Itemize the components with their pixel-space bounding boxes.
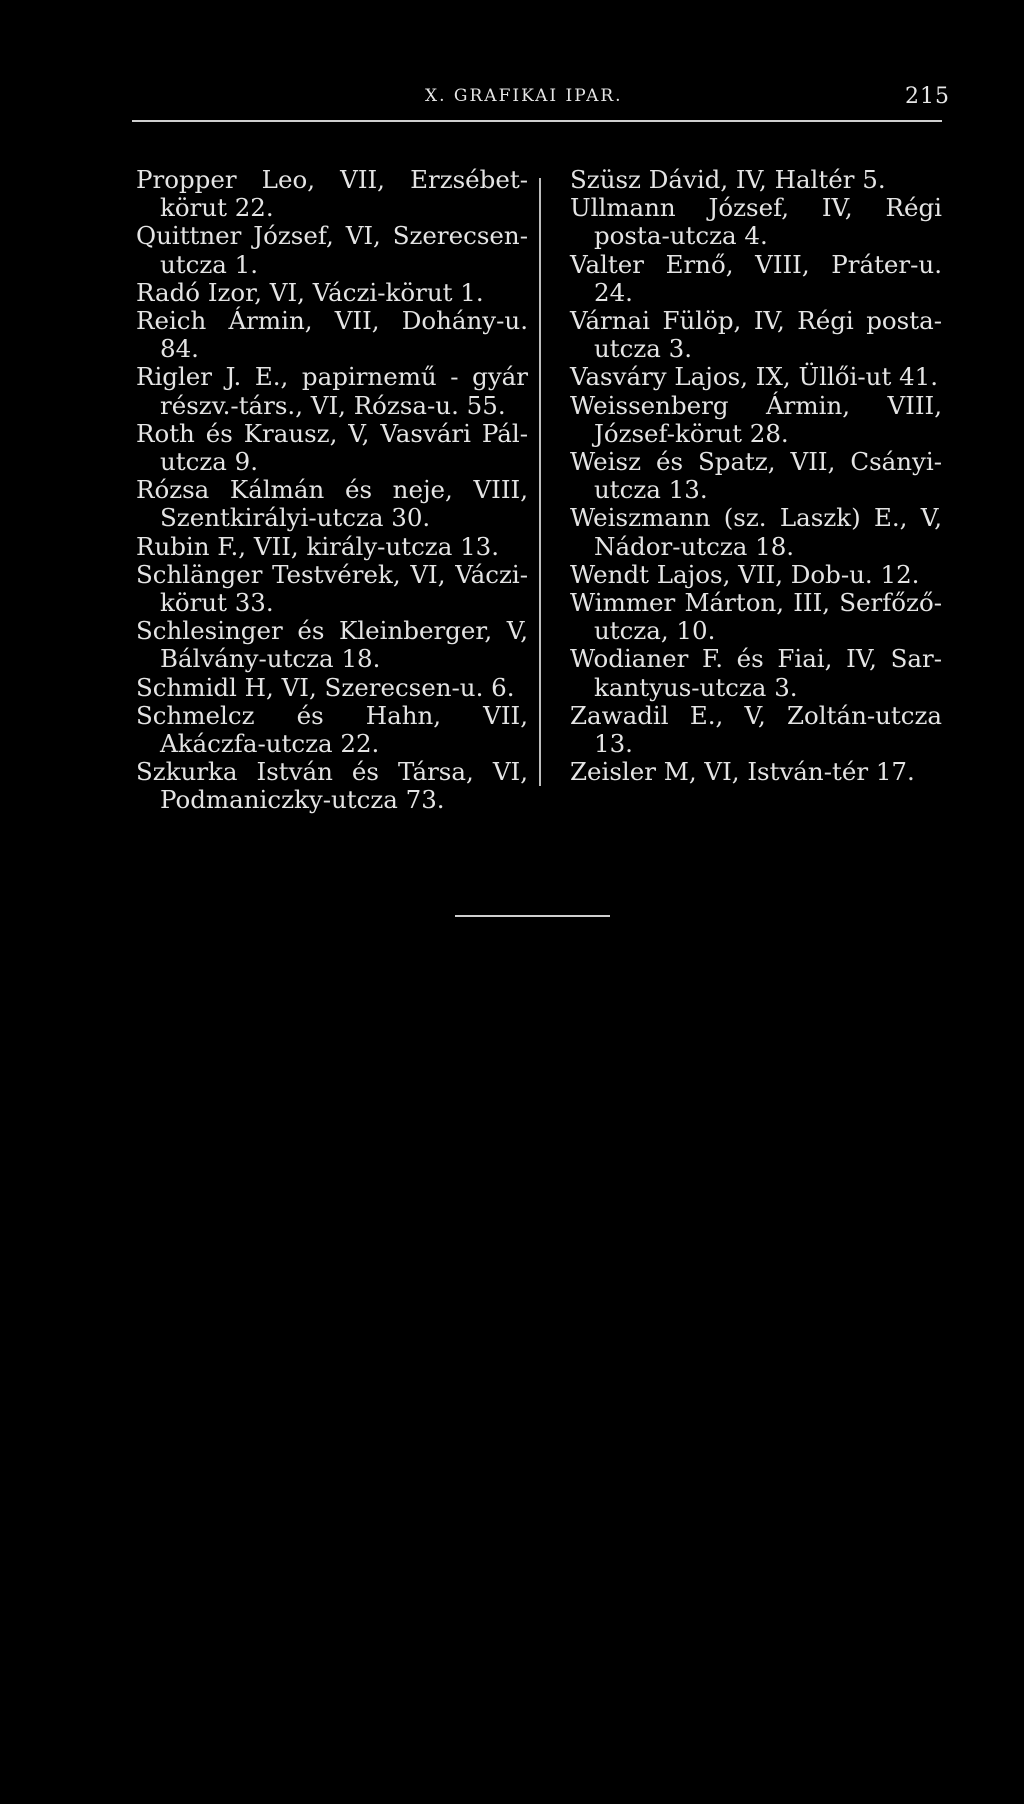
section-title: X. GRAFIKAI IPAR.: [425, 86, 623, 106]
directory-entry: Rózsa Kálmán és neje, VIII, Szentkirályi-utcza 30.: [136, 475, 528, 533]
page-number: 215: [905, 84, 950, 109]
directory-entry: Quittner József, VI, Szerecsen-utcza 1.: [136, 221, 528, 279]
directory-entry: Wodianer F. és Fiai, IV, Sar-kantyus-utcza 3.: [570, 644, 942, 702]
header-rule: [132, 120, 942, 122]
directory-entry: Schlänger Testvérek, VI, Váczi-körut 33.: [136, 559, 528, 618]
directory-entry: Schmelcz és Hahn, VII, Akáczfa-utcza 22.: [136, 700, 528, 759]
directory-entry: Ullmann József, IV, Régi posta-utcza 4.: [570, 193, 942, 251]
directory-entry: Szüsz Dávid, IV, Haltér 5.: [570, 165, 886, 194]
directory-entry: Várnai Fülöp, IV, Régi posta-utcza 3.: [570, 306, 942, 364]
directory-entry: Weisz és Spatz, VII, Csányi-utcza 13.: [570, 447, 942, 505]
directory-entry: Wimmer Márton, III, Serfőző-utcza, 10.: [570, 588, 942, 646]
end-rule: [455, 915, 610, 917]
right-column: [570, 166, 942, 786]
directory-entry: Reich Ármin, VII, Dohány-u. 84.: [136, 306, 528, 364]
left-column: [136, 166, 528, 815]
directory-entry: Valter Ernő, VIII, Práter-u. 24.: [570, 249, 942, 307]
directory-entry: Schlesinger és Kleinberger, V, Bálvány-utcza 18.: [136, 616, 528, 674]
directory-entry: Rubin F., VII, király-utcza 13.: [136, 531, 500, 561]
directory-entry: Roth és Krausz, V, Vasvári Pál-utcza 9.: [136, 418, 528, 477]
directory-entry: Szkurka István és Társa, VI, Podmaniczky-utcza 73.: [136, 757, 528, 815]
directory-entry: Propper Leo, VII, Erzsébet-körut 22.: [136, 165, 528, 223]
directory-entry: Rigler J. E., papirnemű - gyár részv.-társ., VI, Rózsa-u. 55.: [136, 362, 528, 420]
directory-entry: Weiszmann (sz. Laszk) E., V, Nádor-utcza 18.: [570, 503, 942, 561]
directory-entry: Schmidl H, VI, Szerecsen-u. 6.: [136, 672, 515, 702]
directory-entry: Zawadil E., V, Zoltán-utcza 13.: [570, 700, 942, 759]
column-divider: [539, 178, 541, 786]
directory-entry: Radó Izor, VI, Váczi-körut 1.: [136, 277, 484, 307]
directory-entry: Weissenberg Ármin, VIII, József-körut 28.: [570, 390, 942, 448]
directory-entry: Zeisler M, VI, István-tér 17.: [570, 757, 915, 787]
page-header: [0, 86, 1024, 116]
directory-entry: Wendt Lajos, VII, Dob-u. 12.: [570, 559, 920, 589]
directory-entry: Vasváry Lajos, IX, Üllői-ut 41.: [570, 362, 939, 392]
